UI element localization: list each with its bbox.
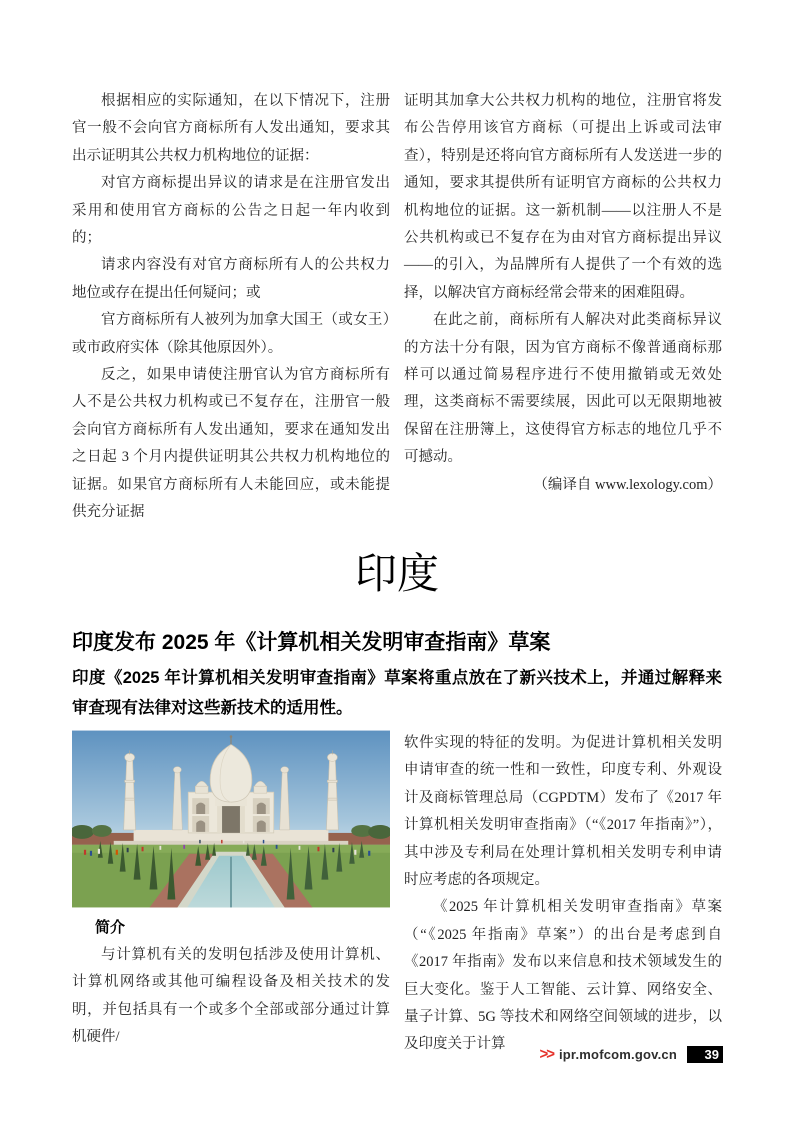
paragraph: 对官方商标提出异议的请求是在注册官发出采用和使用官方商标的公告之日起一年内收到的； [72,175,390,247]
india-left-column [72,730,390,1059]
canada-right-column [404,88,722,527]
source-attribution: （编译自 www.lexology.com） [533,476,722,493]
paragraph: 软件实现的特征的发明。为促进计算机相关发明申请审查的统一性和一致性，印度专利、外观设计及商标管理总局（CGPDTM）发布了《2017 年计算机相关发明审查指南》（“《2017 年指南》”），其中涉及专利局在处理计算机相关发明专利申请时应考虑的各项规定。 [404,735,722,889]
double-chevron-icon: >> [539,1045,553,1063]
canada-article-continuation [72,88,722,527]
india-right-column [404,730,722,1059]
paragraph: 反之，如果申请使注册官认为官方商标所有人不是公共权力机构或已不复存在，注册官一般会向官方商标所有人发出通知，要求在通知发出之日起 3 个月内提供证明其公共权力机构地位的证据。如果官方商标所有人未能回应，或未能提供充分证据 [72,367,390,521]
india-article-body [72,730,722,1059]
paragraph: 《2025 年计算机相关发明审查指南》草案（“《2025 年指南》草案”）的出台是考虑到自《2017 年指南》发布以来信息和技术领域发生的巨大变化。鉴于人工智能、云计算、网络安全、量子计算、5G 等技术和网络空间领域的进步，以及印度关于计算 [404,899,722,1053]
section-title-india: 印度 [354,550,439,597]
subheading-intro: 简介 [95,920,126,936]
footer-url: ipr.mofcom.gov.cn [558,1046,677,1062]
paragraph: 证明其加拿大公共权力机构的地位，注册官将发布公告停用该官方商标（可提出上诉或司法审查），特别是还将向官方商标所有人发送进一步的通知，要求其提供所有证明官方商标的公共权力机构地位的证据。这一新机制——以注册人不是公共机构或已不复存在为由对官方商标提出异议——的引入，为品牌所有人提供了一个有效的选择，以解决官方商标经常会带来的困难阻碍。 [404,93,722,301]
paragraph: 根据相应的实际通知，在以下情况下，注册官一般不会向官方商标所有人发出通知，要求其出示证明其公共权力机构地位的证据： [72,93,390,164]
taj-mahal-photo [72,730,390,908]
page-footer [539,1045,723,1063]
page-number-badge: 39 [687,1046,723,1063]
paragraph: 与计算机有关的发明包括涉及使用计算机、计算机网络或其他可编程设备及相关技术的发明，并包括具有一个或多个全部或部分通过计算机硬件/ [72,947,390,1046]
paragraph: 在此之前，商标所有人解决对此类商标异议的方法十分有限，因为官方商标不像普通商标那样可以通过简易程序进行不使用撤销或无效处理，这类商标不需要续展，因此可以无限期地被保留在注册簿上，这使得官方标志的地位几乎不可撼动。 [404,312,722,466]
article-lead: 印度《2025 年计算机相关发明审查指南》草案将重点放在了新兴技术上，并通过解释来审查现有法律对这些新技术的适用性。 [72,669,722,717]
paragraph: 请求内容没有对官方商标所有人的公共权力地位或存在提出任何疑问；或 [72,257,390,301]
canada-left-column [72,88,390,527]
article-headline: 印度发布 2025 年《计算机相关发明审查指南》草案 [72,631,551,654]
paragraph: 官方商标所有人被列为加拿大国王（或女王）或市政府实体（除其他原因外）。 [72,312,390,356]
